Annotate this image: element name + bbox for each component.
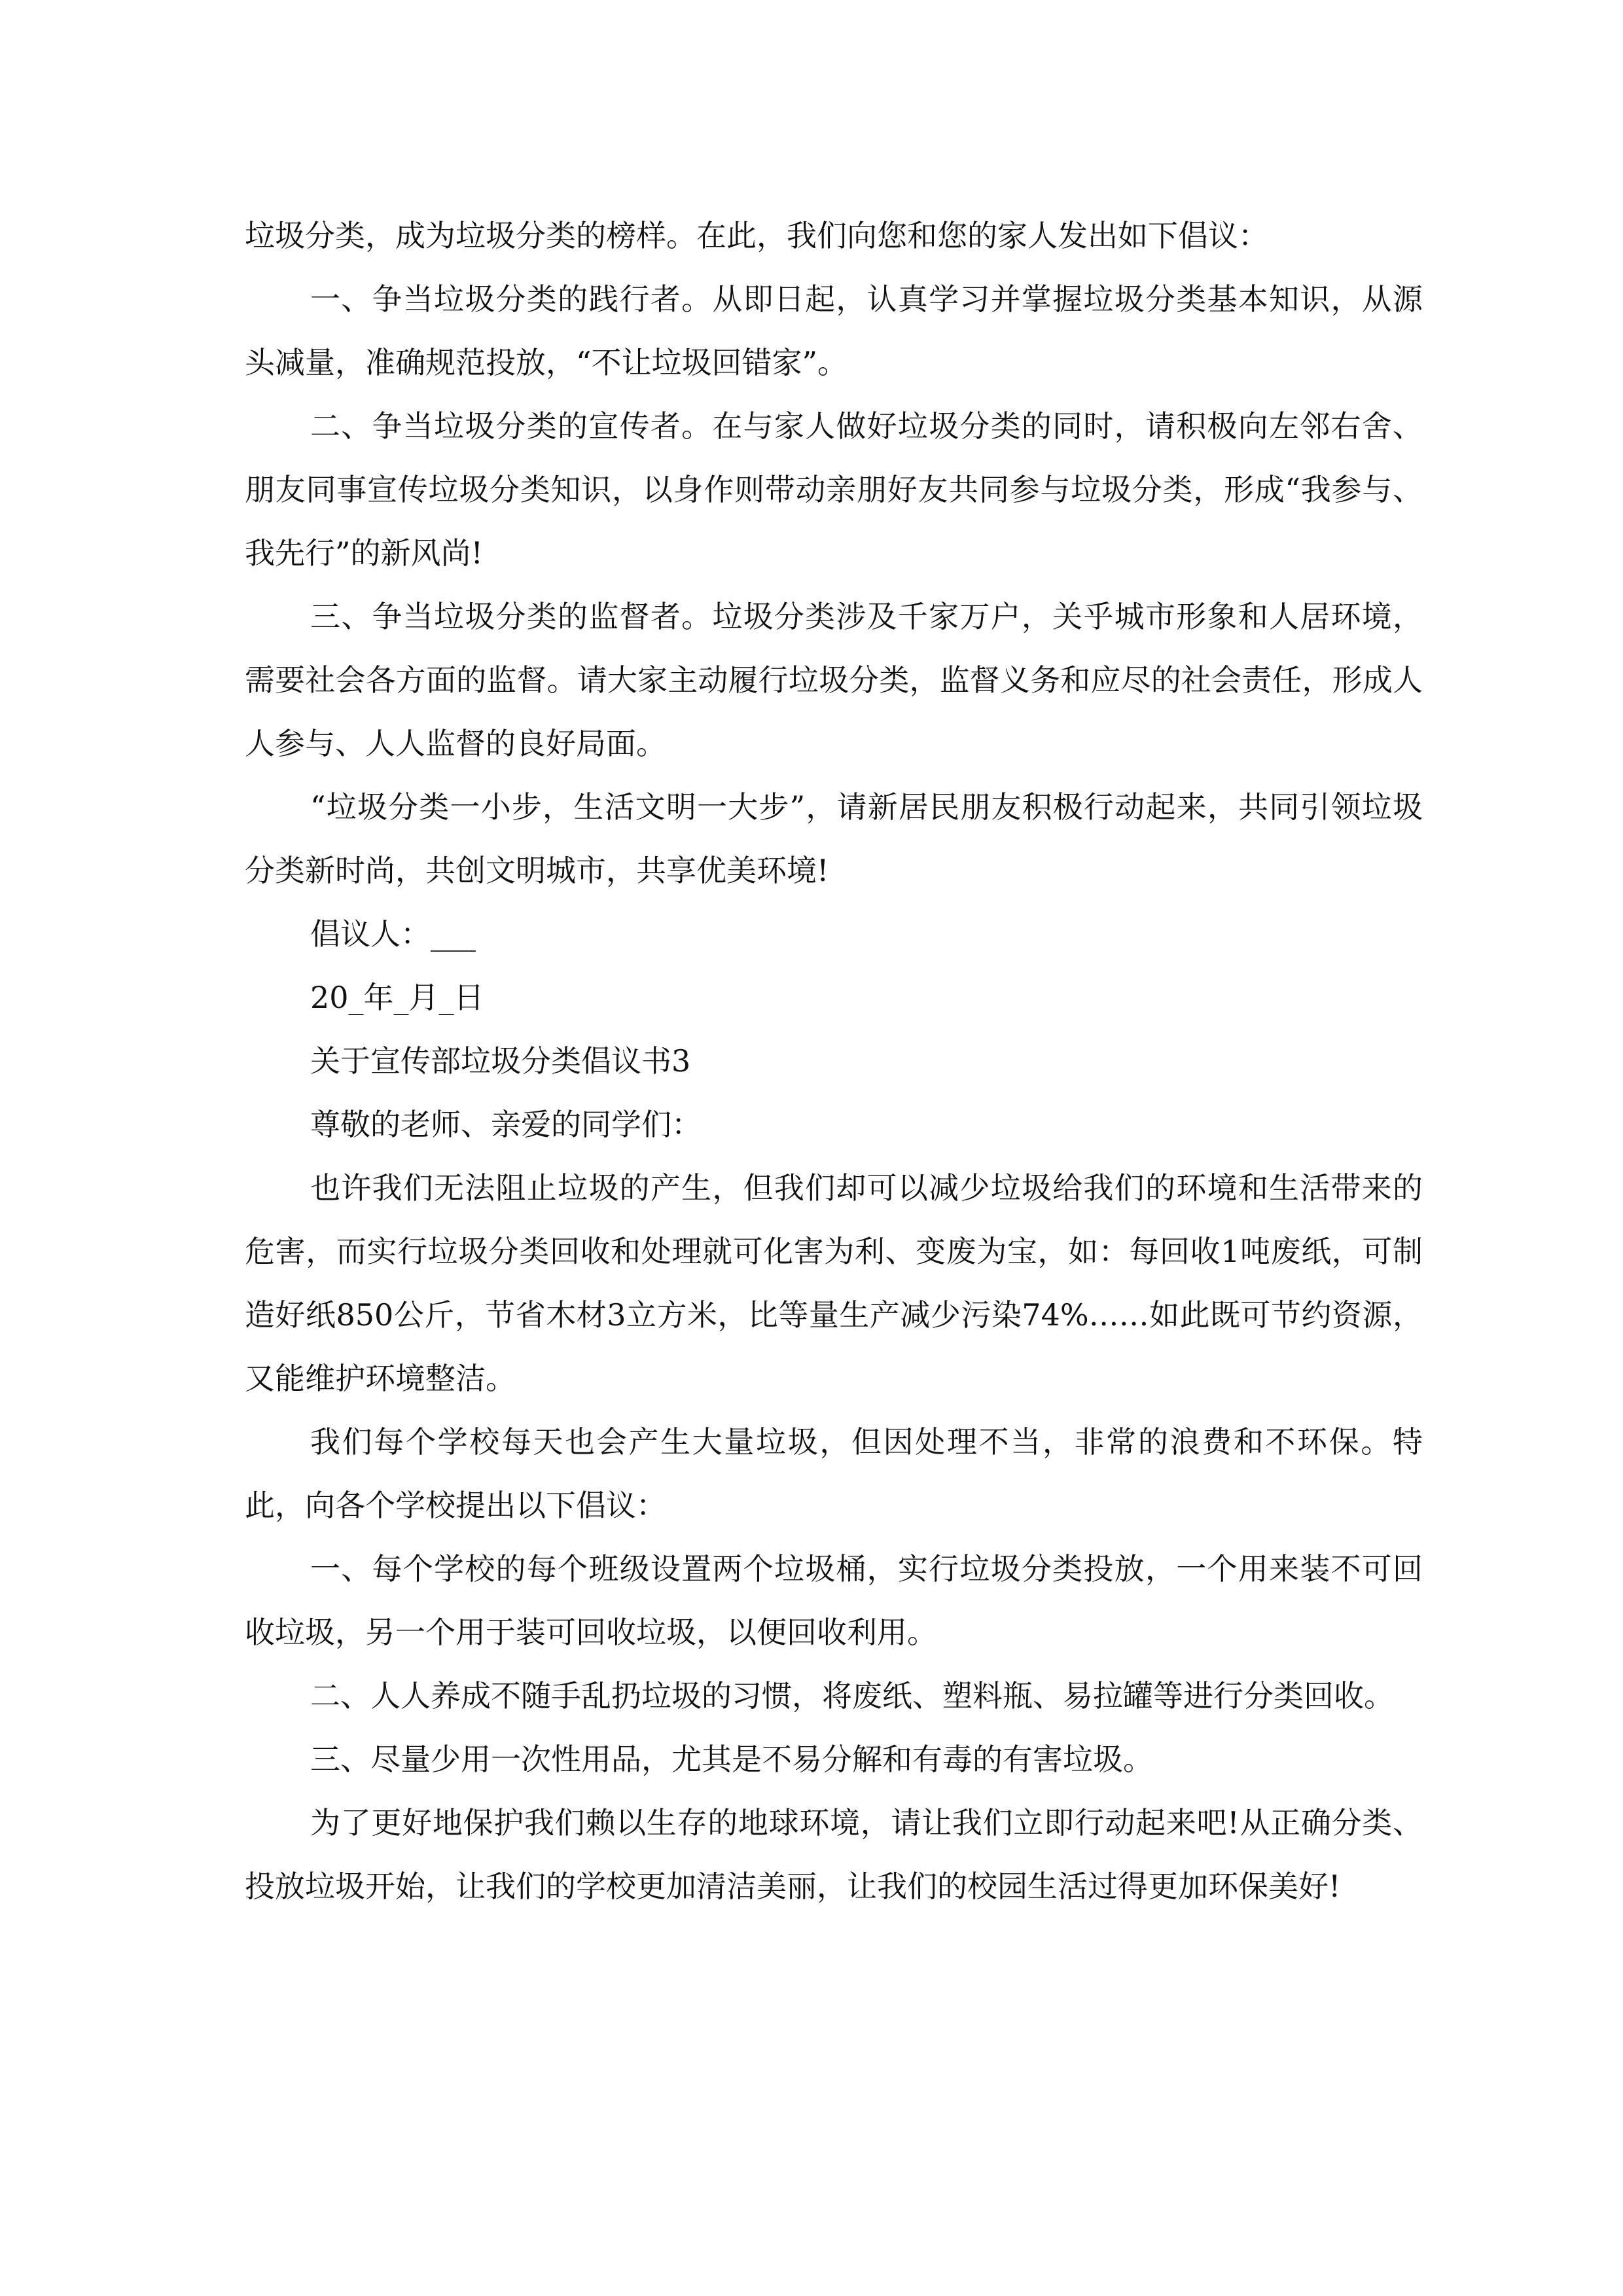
paragraph-opening-continuation: 垃圾分类，成为垃圾分类的榜样。在此，我们向您和您的家人发出如下倡议： (245, 218, 1268, 253)
paragraph-waste-benefits: 也许我们无法阻止垃圾的产生，但我们却可以减少垃圾给我们的环境和生活带来的危害，而实行垃圾分类回收和处理就可化害为利、变废为宝，如：每回收1吨废纸，可制造好纸850公斤，节省木材3立方米，比等量生产减少污染74%……如此既可节约资源，又能维护环境整洁。 (245, 1170, 1423, 1396)
paragraph-final-call: 为了更好地保护我们赖以生存的地球环境，请让我们立即行动起来吧!从正确分类、投放垃圾开始，让我们的学校更加清洁美丽，让我们的校园生活过得更加环保美好! (245, 1805, 1423, 1904)
paragraph-initiative-practice: 一、争当垃圾分类的践行者。从即日起，认真学习并掌握垃圾分类基本知识，从源头减量，准确规范投放，“不让垃圾回错家”。 (245, 281, 1423, 380)
paragraph-proposal-habits: 二、人人养成不随手乱扔垃圾的习惯，将废纸、塑料瓶、易拉罐等进行分类回收。 (310, 1678, 1394, 1713)
salutation: 尊敬的老师、亲爱的同学们： (310, 1107, 702, 1142)
signature-date: 20_年_月_日 (310, 980, 484, 1015)
signature-initiator: 倡议人：___ (310, 916, 476, 952)
paragraph-closing-call: “垃圾分类一小步，生活文明一大步”，请新居民朋友积极行动起来，共同引领垃圾分类新时尚，共创文明城市，共享优美环境! (245, 789, 1423, 888)
paragraph-proposal-disposables: 三、尽量少用一次性用品，尤其是不易分解和有毒的有害垃圾。 (310, 1742, 1153, 1777)
paragraph-school-waste: 我们每个学校每天也会产生大量垃圾，但因处理不当，非常的浪费和不环保。特此，向各个学校提出以下倡议： (245, 1424, 1423, 1523)
section-title: 关于宣传部垃圾分类倡议书3 (310, 1043, 691, 1079)
paragraph-initiative-promotion: 二、争当垃圾分类的宣传者。在与家人做好垃圾分类的同时，请积极向左邻右舍、朋友同事宣传垃圾分类知识，以身作则带动亲朋好友共同参与垃圾分类，形成“我参与、我先行”的新风尚! (245, 408, 1423, 571)
paragraph-proposal-bins: 一、每个学校的每个班级设置两个垃圾桶，实行垃圾分类投放，一个用来装不可回收垃圾，另一个用于装可回收垃圾，以便回收利用。 (245, 1551, 1423, 1650)
document-body (245, 204, 1423, 1918)
paragraph-initiative-supervision: 三、争当垃圾分类的监督者。垃圾分类涉及千家万户，关乎城市形象和人居环境，需要社会各方面的监督。请大家主动履行垃圾分类，监督义务和应尽的社会责任，形成人人参与、人人监督的良好局面。 (245, 599, 1423, 761)
